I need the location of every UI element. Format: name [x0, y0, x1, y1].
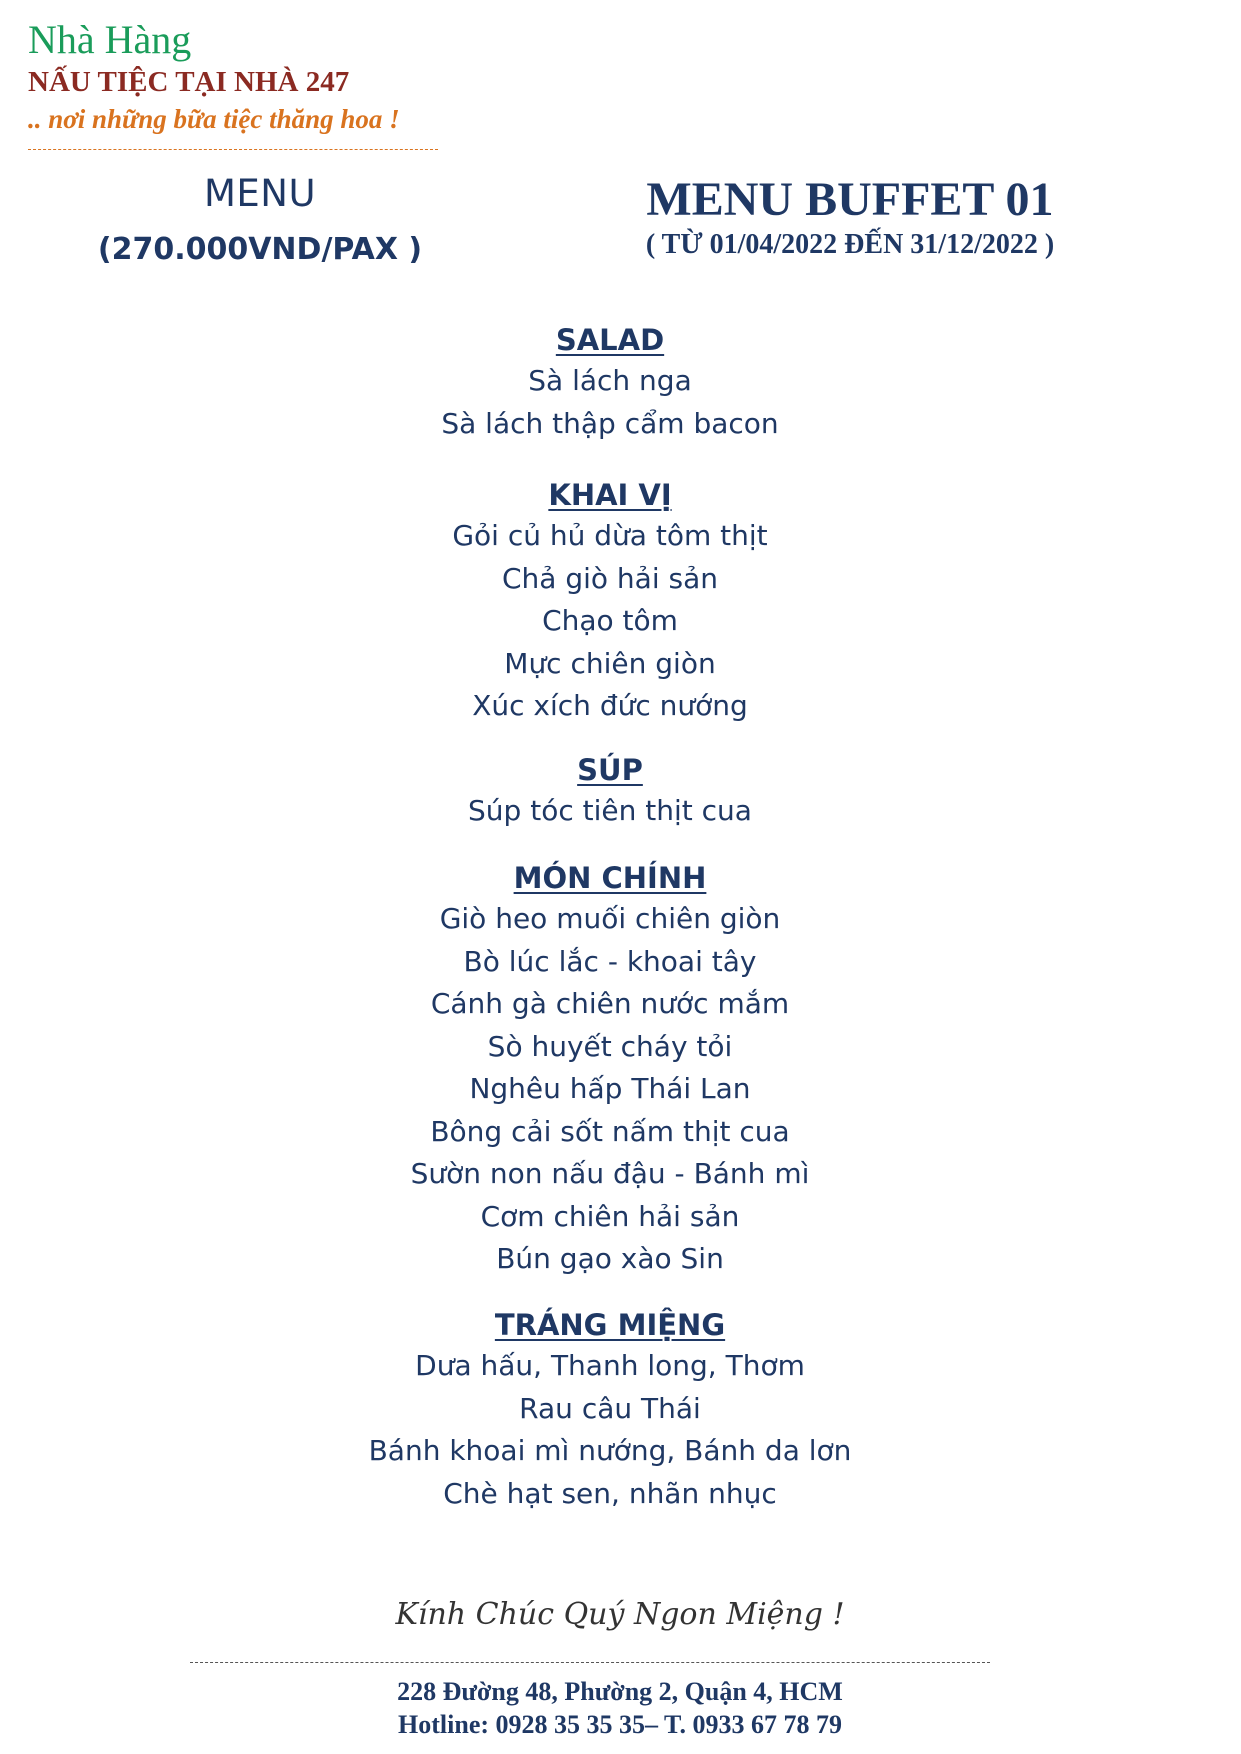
- dish-item: Chả giò hải sản: [501, 561, 718, 595]
- dish-item: Bún gạo xào Sin: [496, 1242, 724, 1275]
- dish-item: Sò huyết cháy tỏi: [487, 1029, 733, 1063]
- page-title: MENU BUFFET 01: [646, 173, 1054, 226]
- dish-item: Xúc xích đức nướng: [472, 689, 748, 722]
- section-title: SÚP: [577, 753, 643, 787]
- section-title: MÓN CHÍNH: [513, 861, 707, 895]
- dish-item: Chạo tôm: [542, 604, 678, 637]
- brand-name: Nhà Hàng: [28, 17, 192, 62]
- address: 228 Đường 48, Phường 2, Quận 4, HCM: [397, 1677, 843, 1706]
- menu-label: MENU: [203, 172, 317, 215]
- section-title: SALAD: [555, 323, 665, 357]
- menu-section-trang-mieng: [330, 1305, 890, 1515]
- dish-item: Sườn non nấu đậu - Bánh mì: [410, 1157, 810, 1190]
- dish-item: Bò lúc lắc - khoai tây: [463, 944, 757, 978]
- dish-item: Sà lách thập cẩm bacon: [441, 406, 779, 440]
- brand-divider: [28, 149, 438, 150]
- dish-item: Mực chiên giòn: [504, 646, 716, 680]
- menu-price: (270.000VND/PAX ): [97, 232, 423, 267]
- dish-item: Chè hạt sen, nhãn nhục: [443, 1476, 777, 1510]
- dish-item: Bánh khoai mì nướng, Bánh da lơn: [368, 1434, 852, 1467]
- menu-section-khai-vi: [330, 475, 890, 728]
- dish-item: Giò heo muối chiên giòn: [439, 902, 781, 935]
- dish-item: Cánh gà chiên nước mắm: [430, 987, 790, 1020]
- dish-item: Gỏi củ hủ dừa tôm thịt: [452, 519, 768, 552]
- section-title: TRÁNG MIỆNG: [494, 1308, 726, 1342]
- dish-item: Bông cải sốt nấm thịt cua: [430, 1114, 790, 1148]
- footer-divider: [190, 1662, 990, 1663]
- menu-section-sup: [330, 750, 890, 833]
- dish-item: Sà lách nga: [528, 364, 692, 397]
- menu-section-mon-chinh: [330, 858, 890, 1281]
- closing-message: Kính Chúc Quý Ngon Miệng !: [395, 1597, 845, 1632]
- brand-slogan: .. nơi những bữa tiệc thăng hoa !: [28, 104, 400, 134]
- dish-item: Súp tóc tiên thịt cua: [468, 794, 752, 827]
- dish-item: Dưa hấu, Thanh long, Thơm: [415, 1349, 805, 1382]
- dish-item: Nghêu hấp Thái Lan: [469, 1072, 751, 1105]
- dish-item: Rau câu Thái: [519, 1391, 701, 1425]
- hotline: Hotline: 0928 35 35 35– T. 0933 67 78 79: [398, 1710, 842, 1739]
- section-title: KHAI VỊ: [548, 478, 672, 512]
- date-range: ( TỪ 01/04/2022 ĐẾN 31/12/2022 ): [645, 229, 1055, 260]
- menu-section-salad: [330, 320, 890, 445]
- dish-item: Cơm chiên hải sản: [480, 1199, 740, 1233]
- brand-subtitle: NẤU TIỆC TẠI NHÀ 247: [28, 66, 350, 98]
